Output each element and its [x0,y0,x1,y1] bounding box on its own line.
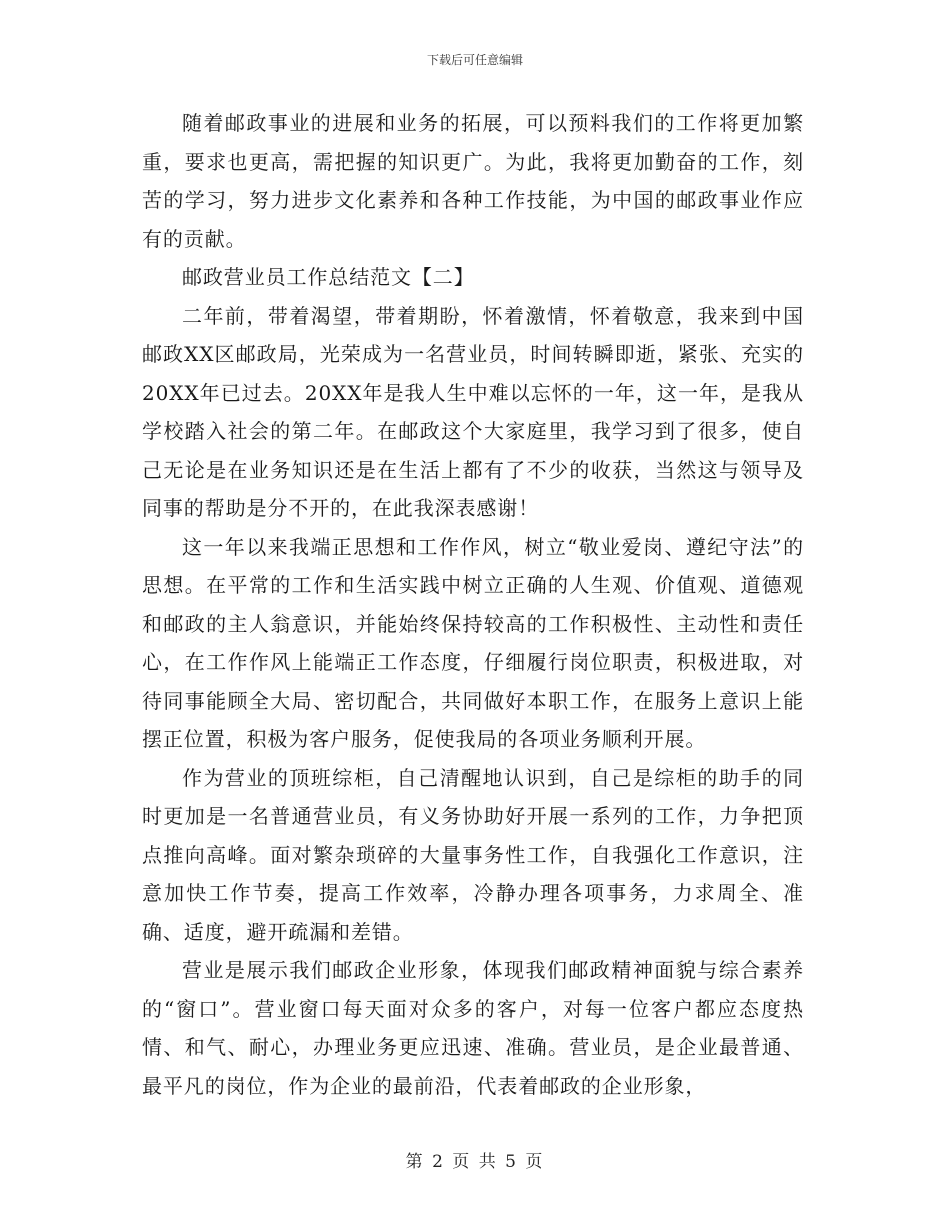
paragraph: 二年前，带着渴望，带着期盼，怀着激情，怀着敬意，我来到中国邮政XX区邮政局，光荣成为一名营业员，时间转瞬即逝，紧张、充实的20XX年已过去。20XX年是我人生中难以忘怀的一年，这一年，是我从学校踏入社会的第二年。在邮政这个大家庭里，我学习到了很多，使自己无论是在业务知识还是在生活上都有了不少的收获，当然这与领导及同事的帮助是分不开的，在此我深表感谢！ [142,303,804,520]
paragraph: 营业是展示我们邮政企业形象，体现我们邮政精神面貌与综合素养的“窗口”。营业窗口每天面对众多的客户，对每一位客户都应态度热情、和气、耐心，办理业务更应迅速、准确。营业员，是企业最普通、最平凡的岗位，作为企业的最前沿，代表着邮政的企业形象， [142,958,804,1098]
section-heading: 邮政营业员工作总结范文【二】 [182,265,475,289]
paragraph: 作为营业的顶班综柜，自己清醒地认识到，自己是综柜的助手的同时更加是一名普通营业员，有义务协助好开展一系列的工作，力争把顶点推向高峰。面对繁杂琐碎的大量事务性工作，自我强化工作意识，注意加快工作节奏，提高工作效率，冷静办理各项事务，力求周全、准确、适度，避开疏漏和差错。 [142,765,804,944]
paragraph: 随着邮政事业的进展和业务的拓展，可以预料我们的工作将更加繁重，要求也更高，需把握的知识更广。为此，我将更加勤奋的工作，刻苦的学习，努力进步文化素养和各种工作技能，为中国的邮政事业作应有的贡献。 [142,111,804,251]
page-header: 下载后可任意编辑 [426,53,523,67]
document-body [142,104,804,1105]
page-number: 第 2 页 共 5 页 [405,1152,545,1172]
paragraph: 这一年以来我端正思想和工作作风，树立“敬业爱岗、遵纪守法”的思想。在平常的工作和生活实践中树立正确的人生观、价值观、道德观和邮政的主人翁意识，并能始终保持较高的工作积极性、主动性和责任心，在工作作风上能端正工作态度，仔细履行岗位职责，积极进取，对待同事能顾全大局、密切配合，共同做好本职工作，在服务上意识上能摆正位置，积极为客户服务，促使我局的各项业务顺利开展。 [142,534,804,751]
